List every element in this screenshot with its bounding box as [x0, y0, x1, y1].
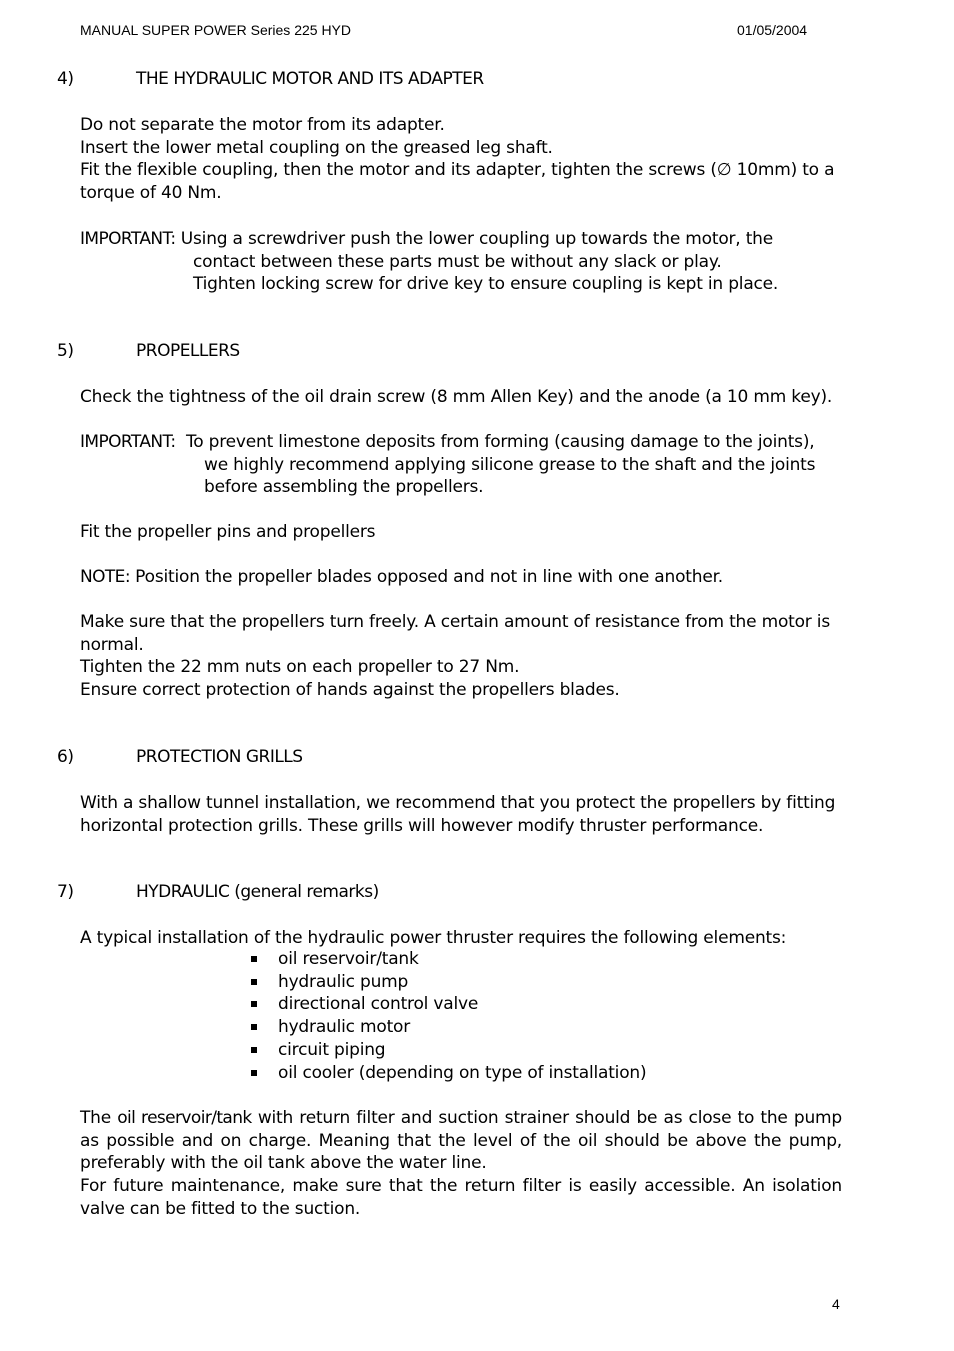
- list-item: [247, 1016, 646, 1039]
- important-label: IMPORTANT:: [80, 432, 176, 452]
- section-6-body: [80, 792, 842, 837]
- important-line: contact between these parts must be without any slack or play.: [193, 251, 722, 272]
- important-line: we highly recommend applying silicone grease to the shaft and the joints: [204, 454, 816, 475]
- body-line: torque of 40 Nm.: [80, 183, 222, 204]
- page-number: 4: [832, 1296, 840, 1312]
- body-line: Insert the lower metal coupling on the greased leg shaft.: [80, 137, 553, 158]
- body-line: normal.: [80, 634, 144, 655]
- section-7-title: HYDRAULIC (general remarks): [136, 882, 379, 902]
- bullet-marker: [251, 956, 257, 962]
- section-6-number: 6): [57, 747, 74, 767]
- para-prefix: The: [80, 1108, 112, 1128]
- section-7-paragraph-2: For future maintenance, make sure that the return filter is easily accessible. An isolation valve can be fitted to the suction.: [80, 1176, 842, 1219]
- elements-list: [247, 948, 646, 1084]
- important-line: before assembling the propellers.: [204, 477, 484, 498]
- section-5-note: [80, 566, 842, 589]
- note-label: NOTE:: [80, 567, 130, 587]
- section-5-important: [80, 431, 842, 499]
- section-4-number: 4): [57, 69, 74, 89]
- body-line: Ensure correct protection of hands against the propellers blades.: [80, 680, 620, 701]
- body-line: Tighten the 22 mm nuts on each propeller to 27 Nm.: [80, 657, 520, 678]
- section-4-title: THE HYDRAULIC MOTOR AND ITS ADAPTER: [136, 69, 484, 89]
- body-line: With a shallow tunnel installation, we recommend that you protect the propellers by fitting: [80, 793, 836, 813]
- list-item: [247, 971, 646, 994]
- section-5-fit: Fit the propeller pins and propellers: [80, 522, 376, 542]
- section-4-important: [80, 228, 842, 296]
- list-item-text: hydraulic motor: [278, 1017, 411, 1038]
- bullet-marker: [251, 1070, 257, 1076]
- list-item-text: directional control valve: [278, 994, 479, 1015]
- section-5-number: 5): [57, 341, 74, 361]
- para-term: oil reservoir/tank: [117, 1108, 252, 1128]
- section-6-title: PROTECTION GRILLS: [136, 747, 303, 767]
- bullet-marker: [251, 979, 257, 985]
- body-line: Make sure that the propellers turn freely. A certain amount of resistance from the motor is: [80, 612, 830, 632]
- section-4-body: [80, 114, 842, 205]
- section-7-number: 7): [57, 882, 74, 902]
- document-header-date: 01/05/2004: [737, 22, 808, 38]
- list-item: [247, 1039, 646, 1062]
- body-line: Fit the flexible coupling, then the motor and its adapter, tighten the screws (∅ 10mm) to a: [80, 160, 835, 181]
- list-item: [247, 993, 646, 1016]
- section-7-intro: A typical installation of the hydraulic power thruster requires the following elements:: [80, 928, 787, 948]
- body-line: horizontal protection grills. These grills will however modify thruster performance.: [80, 815, 764, 836]
- list-item: [247, 1062, 646, 1085]
- important-line: To prevent limestone deposits from forming (causing damage to the joints),: [185, 432, 815, 452]
- body-line: Do not separate the motor from its adapter.: [80, 115, 445, 135]
- important-line: Using a screwdriver push the lower coupling up towards the motor, the: [180, 229, 774, 249]
- section-7-paragraph: [80, 1107, 842, 1175]
- important-line: Tighten locking screw for drive key to ensure coupling is kept in place.: [193, 274, 779, 295]
- note-text: Position the propeller blades opposed and not in line with one another.: [135, 567, 724, 587]
- list-item: [247, 948, 646, 971]
- section-5-final: [80, 611, 842, 702]
- bullet-marker: [251, 1024, 257, 1030]
- list-item-text: oil cooler (depending on type of installation): [278, 1062, 647, 1083]
- para-rest: with return filter and suction strainer should be as close to the pump as possible and on charge. Meaning that the level of the oil should be above the pump, preferably with the oil tank above the water line.: [80, 1108, 842, 1174]
- list-item-text: oil reservoir/tank: [278, 949, 419, 969]
- section-5-title: PROPELLERS: [136, 341, 240, 361]
- important-label: IMPORTANT:: [80, 229, 176, 249]
- document-header-title: MANUAL SUPER POWER Series 225 HYD: [80, 22, 351, 38]
- list-item-text: circuit piping: [278, 1039, 386, 1060]
- bullet-marker: [251, 1047, 257, 1053]
- section-5-check: Check the tightness of the oil drain screw (8 mm Allen Key) and the anode (a 10 mm key).: [80, 387, 833, 407]
- list-item-text: hydraulic pump: [278, 971, 409, 992]
- bullet-marker: [251, 1001, 257, 1007]
